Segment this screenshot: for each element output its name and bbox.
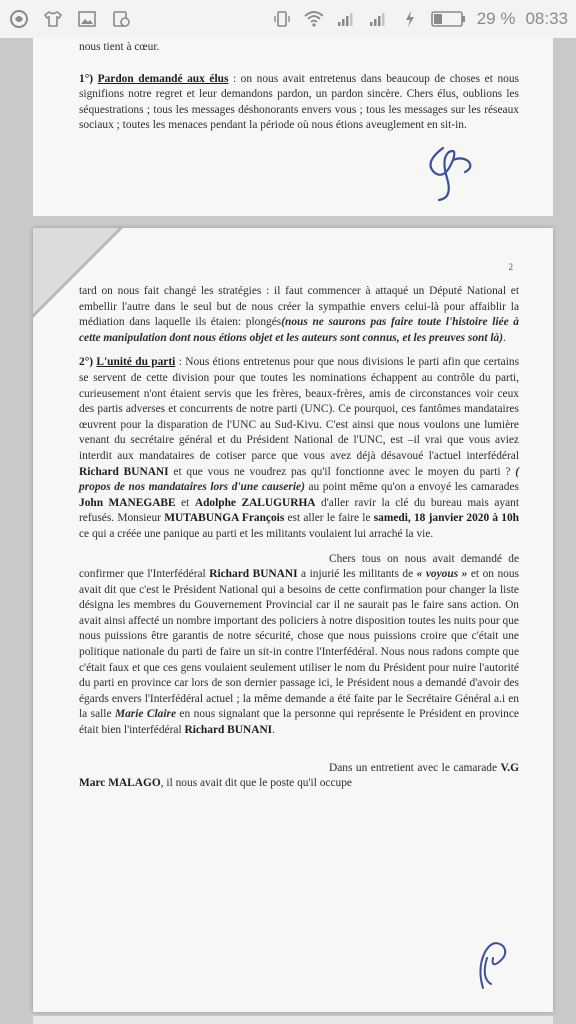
- item-2-title: L'unité du parti: [96, 356, 176, 369]
- item-2-text-a: : Nous étions entretenus pour que nous divisions le parti afin que certains se servent de cette division pour que toutes les nominations échappent au contrôle du parti, curieusement n'ont étaient servis que les frères, beaux-frères, amis de circonstances voir ceux des partis adverses et concurrents de notre parti (UNC). Ce pourquoi, ces fantômes mandataires œuvrent pour la disparation de l'UNC au Sud-Kivu. C'est ainsi que nous voulons une lumière venant du secrétaire général et du Président National de l'UNC, est –il vrai que vous aviez interdit aux mandataires de cotiser parce que vous avez déjà désavoué l'actuel interfédéral: [79, 356, 519, 462]
- item-1-paragraph: [79, 72, 519, 134]
- charging-icon: [399, 9, 421, 29]
- paragraph-chers-tous: [79, 552, 519, 739]
- paragraph-strategies-end: .: [503, 331, 506, 344]
- signal-icon-2: [367, 9, 389, 29]
- paragraph-chers-tous-d: en nous signalant que la personne qui représente le Président en province était bien l'interfédéral: [79, 708, 519, 737]
- app-logo-icon: [8, 9, 30, 29]
- vibrate-icon: [271, 9, 293, 29]
- tshirt-icon: [42, 9, 64, 29]
- signature-1: [413, 138, 483, 208]
- battery-percent: 29 %: [476, 9, 516, 28]
- date-bold: samedi, 18 janvier 2020 à 10h: [373, 512, 520, 525]
- paragraph-strategies-note: (nous ne saurons pas faire toute l'histoire liée à cette manipulation dont nous étions objet et les auteurs sont connus, et les preuves sont là): [79, 316, 519, 344]
- paragraph-chers-tous-b: a injurié les militants de: [297, 568, 417, 581]
- item-2-number: 2°): [79, 356, 94, 369]
- paragraph-malago-a: Dans un entretient avec le camarade: [329, 761, 501, 774]
- marie-claire: Marie Claire: [114, 708, 176, 721]
- item-2-text-e: d'aller ravir la clé du bureau mais ayant refusés. Monsieur: [79, 496, 519, 525]
- paragraph-malago-b: , il nous avait dit que le poste qu'il occupe: [160, 777, 352, 790]
- paragraph-chers-tous-c: et on nous avait dit que c'est le Président National qui a besoins de cette confirmation pour changer la liste désigna les membres du Gouvernement Provincial car il ne saurait pas le faire sans action. On avait ainsi affecté un nombre important des policiers à notre disposition toutes les nuits pour que nous puissions être garantis de notre sécurité, chose que nous puissions croire que c'était une politique nationale du parti de faire un sit-in contre l'Interfédéral. Nous nous radons compte que c'était faux et que ces gens voulaient seulement utiliser le nom du Président pour nuire l'autorité du parti en province car lors de son dernier passage ici, le Président nous a demandé d'avoir des égards envers l'Interfédéral actuel ; la même demande a été faite par le Secrétaire Général a.i en la salle: [79, 568, 519, 721]
- name-zalugurha: Adolphe ZALUGURHA: [194, 496, 316, 509]
- paragraph-strategies-text: tard on nous fait changé les stratégies : il faut commencer à attaqué un Député National et embellir l'autre dans le seul but de nous créer la sympathie envers celui-là pour affaiblir la médiation dans laquelle ils étaien: plongés: [79, 285, 519, 329]
- paragraph-chers-tous-end: .: [272, 724, 275, 737]
- paragraph-chers-tous-a: Chers tous on nous avait demandé de confirmer que l'Interfédéral: [79, 552, 519, 581]
- battery-icon: [431, 9, 467, 29]
- sync-icon: [110, 9, 132, 29]
- page-number: 2: [508, 262, 513, 272]
- wifi-icon: [303, 9, 325, 29]
- item-2-text-f: est aller le faire le: [284, 512, 374, 525]
- item-1-text: : on nous avait entretenus dans beaucoup de choses et nous signifions notre regret et leur demandons pardon, un pardon sincère. Chers élus, oublions les séquestrations ; tous les messages déshonorants envers vous ; tous les messages sur les réseaux sociaux ; toutes les menaces pendant la période où nous étions aveuglement en sit-in.: [79, 72, 519, 132]
- page-1-line: nous tient à cœur.: [79, 41, 160, 53]
- item-2-text-c: au point même qu'on a envoyé les camarades: [304, 481, 519, 494]
- signal-icon: [335, 9, 357, 29]
- paragraph-strategies: [79, 284, 519, 346]
- status-bar: [0, 0, 576, 38]
- image-icon: [76, 9, 98, 29]
- item-2-text-g: ce qui a créée une panique au parti et les militants voulaient lui arraché la vie.: [79, 527, 434, 540]
- item-2-quote: ( propos de nos mandataires lors d'une causerie): [79, 465, 519, 494]
- item-2-paragraph: [79, 355, 519, 542]
- clock: 08:33: [525, 9, 568, 28]
- name-bunani-2: Richard BUNANI: [209, 568, 298, 581]
- document-page-1: [33, 38, 553, 216]
- name-bunani: Richard BUNANI: [79, 465, 169, 478]
- page-1-text: [79, 40, 519, 143]
- document-page-2: [33, 228, 553, 1012]
- item-1-title: Pardon demandé aux élus: [97, 72, 229, 85]
- name-mutabunga: MUTABUNGA François: [164, 512, 285, 525]
- name-manegabe: John MANEGABE: [79, 496, 176, 509]
- voyous-quote: « voyous »: [416, 568, 468, 581]
- name-bunani-3: Richard BUNANI: [184, 724, 273, 737]
- signature-2: [463, 928, 523, 998]
- document-page-3-edge: [33, 1016, 553, 1024]
- name-malago: V.G Marc MALAGO: [79, 761, 519, 790]
- page-2-text: [79, 284, 519, 801]
- item-1-number: 1°): [79, 72, 94, 85]
- item-2-text-d: et: [175, 496, 195, 509]
- paragraph-malago: [79, 761, 519, 792]
- item-2-text-b: et que vous ne voudrez pas qu'il fonctionne avec le moyen du parti ?: [168, 465, 516, 478]
